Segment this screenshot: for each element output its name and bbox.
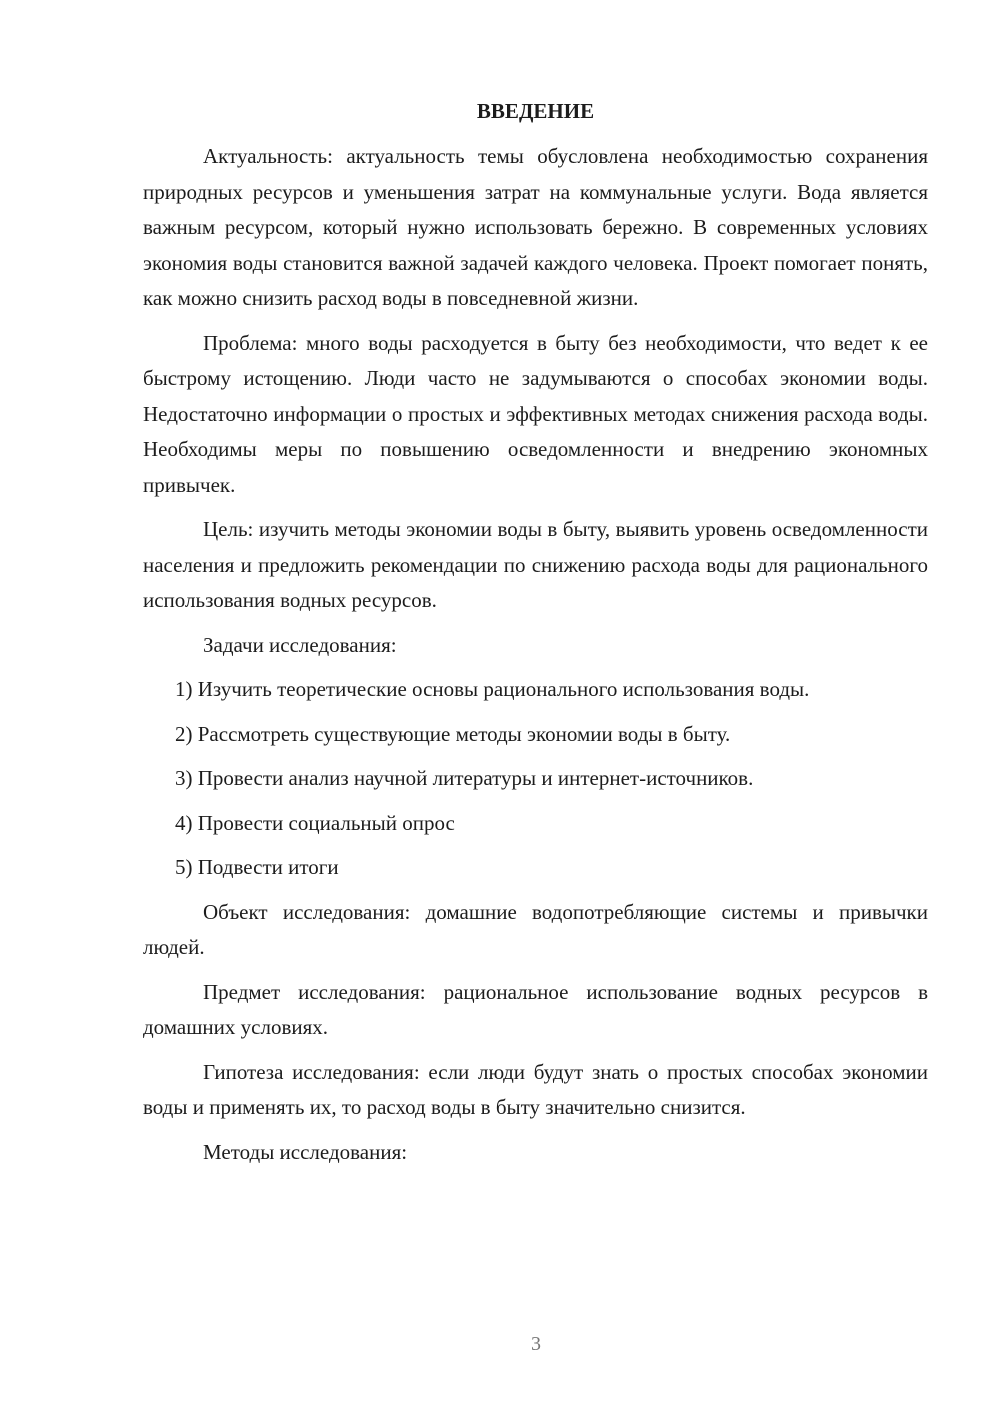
paragraph-problem: Проблема: много воды расходуется в быту без необходимости, что ведет к ее быстрому истощению. Люди часто не задумываются о способах экономии воды. Недостаточно информации о простых и эффективных методах снижения расхода воды. Необходимы меры по повышению осведомленности и внедрению экономных привычек. [143, 330, 928, 497]
paragraph-hypothesis: Гипотеза исследования: если люди будут знать о простых способах экономии воды и применять их, то расход воды в быту значительно снизится. [143, 1059, 928, 1119]
section-title: ВВЕДЕНИЕ [476, 99, 595, 123]
paragraph-subject: Предмет исследования: рациональное использование водных ресурсов в домашних условиях. [143, 979, 928, 1039]
paragraph-relevance: Актуальность: актуальность темы обусловлена необходимостью сохранения природных ресурсов и уменьшения затрат на коммунальные услуги. Вода является важным ресурсом, который нужно использовать бережно. В современных условиях экономия воды становится важной задачей каждого человека. Проект помогает понять, как можно снизить расход воды в повседневной жизни. [143, 144, 928, 310]
task-item-5: 5) Подвести итоги [175, 855, 339, 879]
page-number: 3 [531, 1333, 541, 1355]
page-content [143, 96, 928, 1170]
paragraph-methods: Методы исследования: [203, 1139, 408, 1164]
task-item-2: 2) Рассмотреть существующие методы экономии воды в быту. [175, 721, 731, 746]
paragraph-object: Объект исследования: домашние водопотребляющие системы и привычки людей. [143, 899, 928, 959]
task-item-3: 3) Провести анализ научной литературы и интернет-источников. [175, 766, 754, 790]
paragraph-tasks-heading: Задачи исследования: [203, 632, 397, 657]
task-item-4: 4) Провести социальный опрос [175, 810, 455, 835]
paragraph-goal: Цель: изучить методы экономии воды в быту, выявить уровень осведомленности населения и предложить рекомендации по снижению расхода воды для рационального использования водных ресурсов. [143, 517, 928, 612]
task-item-1: 1) Изучить теоретические основы рационального использования воды. [175, 677, 810, 701]
